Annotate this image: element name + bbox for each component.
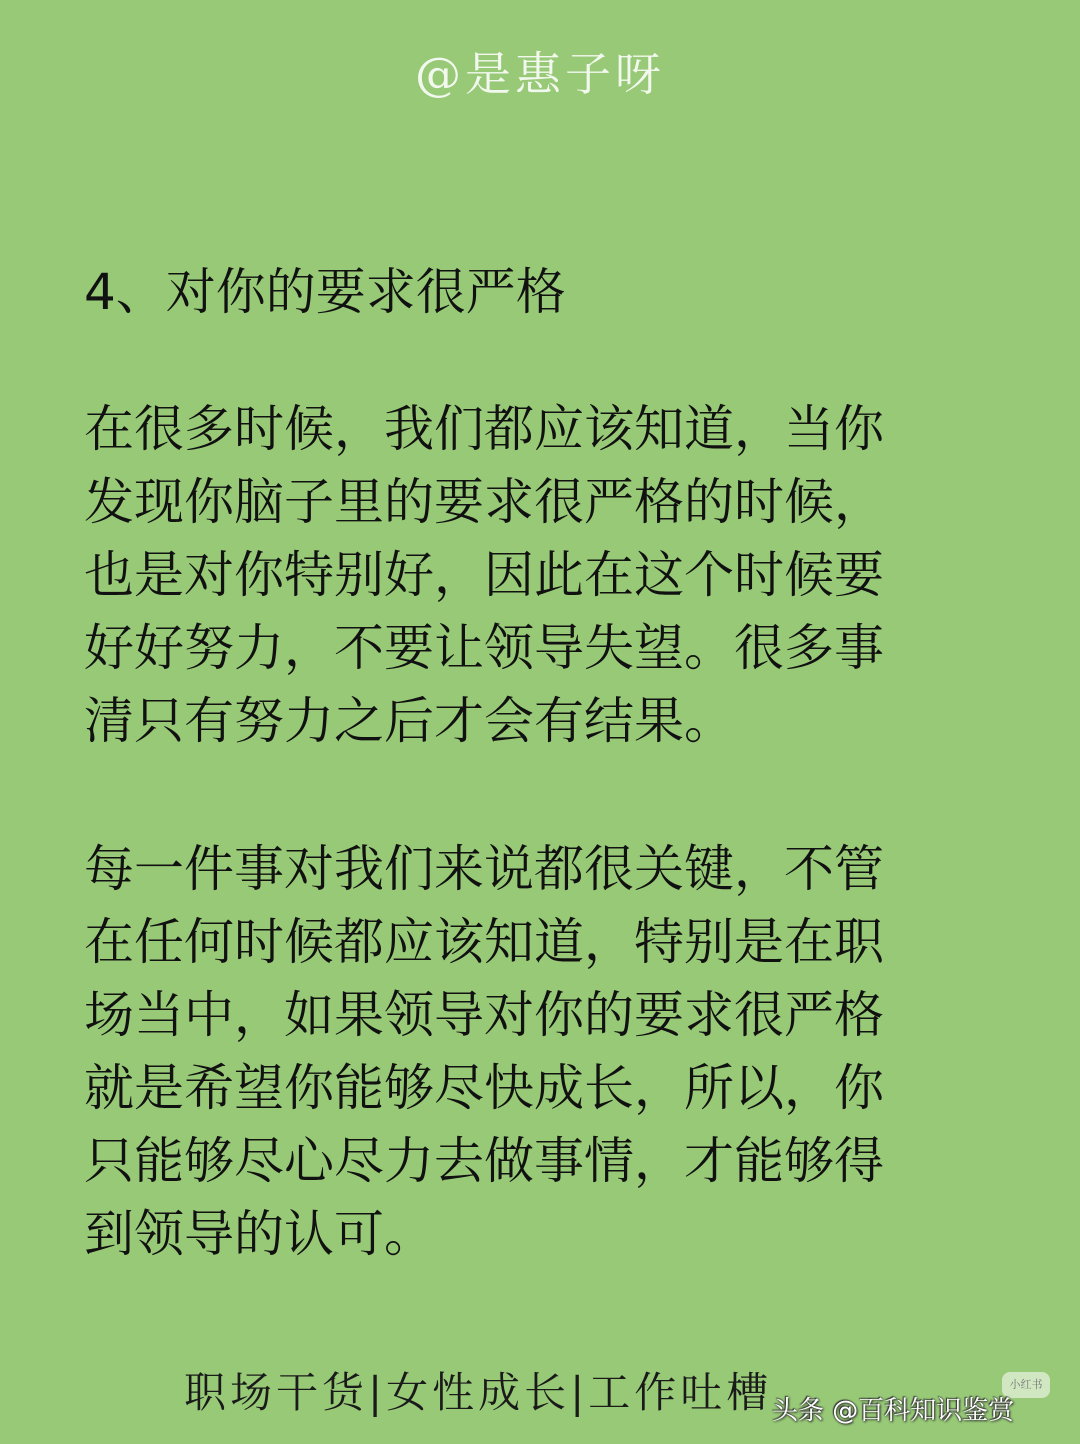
paragraph-line: 在任何时候都应该知道，特别是在职 [84,913,884,971]
paragraph-2 [84,833,984,1271]
paragraph-line: 在很多时候，我们都应该知道，当你 [84,400,884,458]
paragraph-line: 好好努力，不要让领导失望。很多事 [84,619,884,677]
paragraph-line: 场当中，如果领导对你的要求很严格 [84,986,884,1044]
paragraph-line: 清只有努力之后才会有结果。 [84,692,734,750]
paragraph-line: 就是希望你能够尽快成长，所以，你 [84,1059,884,1117]
paragraph-line: 每一件事对我们来说都很关键，不管 [84,840,884,898]
paragraph-line: 也是对你特别好，因此在这个时候要 [84,546,884,604]
paragraph-line: 到领导的认可。 [84,1205,434,1263]
section-heading: 4、对你的要求很严格 [84,263,566,321]
paragraph-line: 发现你脑子里的要求很严格的时候， [84,473,884,531]
toutiao-watermark: 头条 @百科知识鉴赏 [772,1396,1015,1426]
xiaohongshu-logo: 小红书 [1002,1372,1050,1398]
author-handle: @是惠子呀 [415,47,665,101]
paragraph-line: 只能够尽心尽力去做事情，才能够得 [84,1132,884,1190]
paragraph-1 [84,393,984,758]
hashtag-line: 职场干货|女性成长|工作吐槽 [184,1368,773,1417]
